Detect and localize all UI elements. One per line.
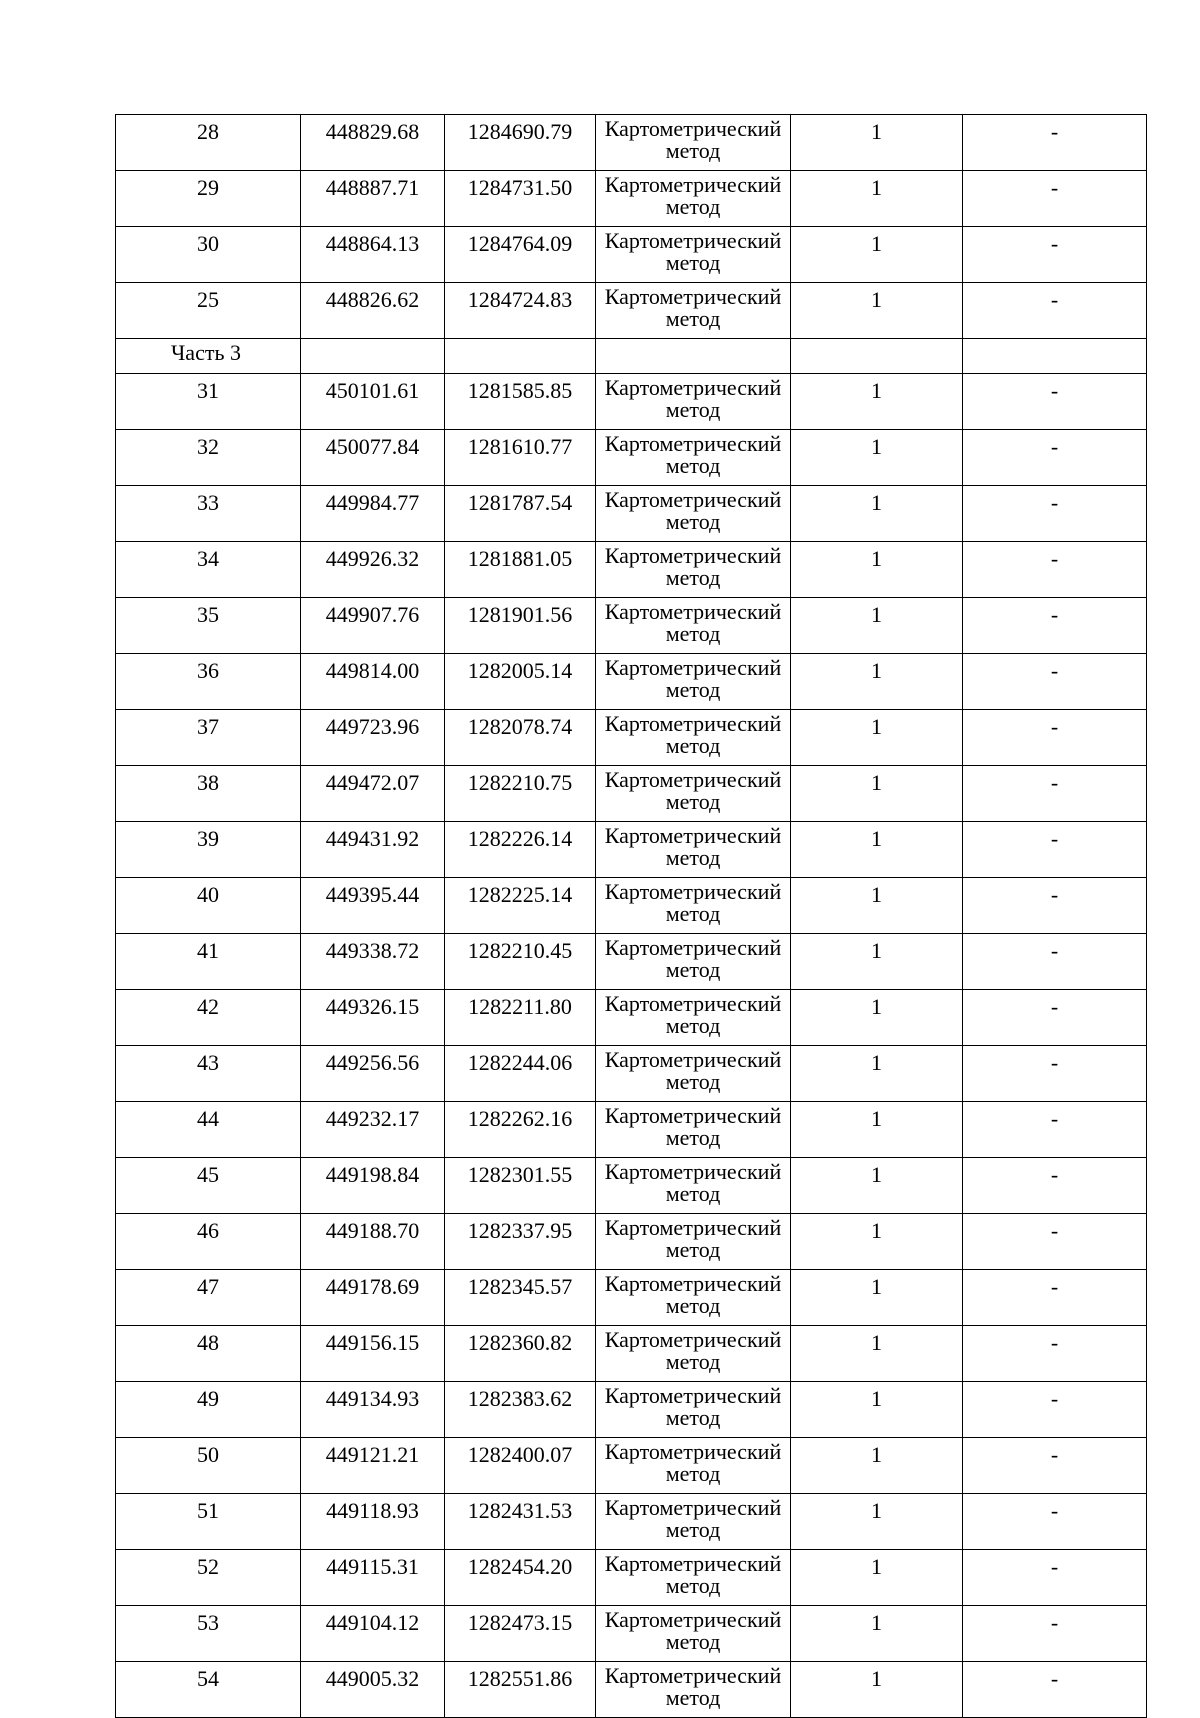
y-coordinate: 1281881.05: [445, 542, 596, 598]
method-name: Картометрический: [604, 1215, 782, 1240]
method-cell: [596, 654, 791, 710]
table-row: [116, 878, 1147, 934]
point-number: 37: [116, 710, 301, 766]
y-coordinate: 1282226.14: [445, 822, 596, 878]
accuracy-value: 1: [791, 1382, 963, 1438]
x-coordinate: 448826.62: [301, 283, 445, 339]
point-number: 43: [116, 1046, 301, 1102]
method-cell: [596, 430, 791, 486]
x-coordinate: 449723.96: [301, 710, 445, 766]
x-coordinate: 449104.12: [301, 1606, 445, 1662]
point-number: 52: [116, 1550, 301, 1606]
method-cell: [596, 171, 791, 227]
method-name: Картометрический: [604, 1383, 782, 1408]
table-row: [116, 934, 1147, 990]
accuracy-value: 1: [791, 654, 963, 710]
method-name: Картометрический: [604, 1495, 782, 1520]
accuracy-value: 1: [791, 1214, 963, 1270]
x-coordinate: 449326.15: [301, 990, 445, 1046]
y-coordinate: 1282210.75: [445, 766, 596, 822]
y-coordinate: 1282225.14: [445, 878, 596, 934]
empty-cell: [301, 339, 445, 374]
note-value: -: [963, 430, 1147, 486]
point-number: 31: [116, 374, 301, 430]
table-row: [116, 1046, 1147, 1102]
y-coordinate: 1281585.85: [445, 374, 596, 430]
accuracy-value: 1: [791, 1326, 963, 1382]
method-name-continuation: метод: [665, 1631, 721, 1653]
method-name-continuation: метод: [665, 308, 721, 330]
x-coordinate: 449814.00: [301, 654, 445, 710]
accuracy-value: 1: [791, 1662, 963, 1718]
empty-cell: [963, 339, 1147, 374]
method-name: Картометрический: [604, 1159, 782, 1184]
method-name-continuation: метод: [665, 511, 721, 533]
table-body: [116, 115, 1147, 1718]
accuracy-value: 1: [791, 283, 963, 339]
table-row: [116, 1102, 1147, 1158]
accuracy-value: 1: [791, 1606, 963, 1662]
y-coordinate: 1284724.83: [445, 283, 596, 339]
x-coordinate: 449907.76: [301, 598, 445, 654]
method-cell: [596, 1662, 791, 1718]
method-name-continuation: метод: [665, 1463, 721, 1485]
note-value: -: [963, 1438, 1147, 1494]
y-coordinate: 1282551.86: [445, 1662, 596, 1718]
method-cell: [596, 1270, 791, 1326]
accuracy-value: 1: [791, 1158, 963, 1214]
empty-cell: [445, 339, 596, 374]
method-name: Картометрический: [604, 1327, 782, 1352]
table-row: [116, 1158, 1147, 1214]
method-name: Картометрический: [604, 1607, 782, 1632]
table-row: [116, 654, 1147, 710]
note-value: -: [963, 990, 1147, 1046]
note-value: -: [963, 878, 1147, 934]
note-value: -: [963, 1326, 1147, 1382]
method-cell: [596, 1326, 791, 1382]
y-coordinate: 1282383.62: [445, 1382, 596, 1438]
method-cell: [596, 486, 791, 542]
x-coordinate: 449395.44: [301, 878, 445, 934]
x-coordinate: 449188.70: [301, 1214, 445, 1270]
x-coordinate: 448864.13: [301, 227, 445, 283]
point-number: 39: [116, 822, 301, 878]
y-coordinate: 1282078.74: [445, 710, 596, 766]
note-value: -: [963, 283, 1147, 339]
method-cell: [596, 822, 791, 878]
method-cell: [596, 878, 791, 934]
method-cell: [596, 115, 791, 171]
table-row: [116, 1662, 1147, 1718]
note-value: -: [963, 654, 1147, 710]
note-value: -: [963, 542, 1147, 598]
point-number: 30: [116, 227, 301, 283]
table-row: [116, 430, 1147, 486]
part-label: Часть 3: [116, 339, 301, 374]
table-row: [116, 598, 1147, 654]
method-cell: [596, 1158, 791, 1214]
point-number: 34: [116, 542, 301, 598]
table-row: [116, 766, 1147, 822]
y-coordinate: 1282005.14: [445, 654, 596, 710]
method-name-continuation: метод: [665, 1015, 721, 1037]
note-value: -: [963, 1158, 1147, 1214]
method-name-continuation: метод: [665, 1575, 721, 1597]
point-number: 48: [116, 1326, 301, 1382]
accuracy-value: 1: [791, 878, 963, 934]
point-number: 50: [116, 1438, 301, 1494]
method-name-continuation: метод: [665, 1407, 721, 1429]
y-coordinate: 1282400.07: [445, 1438, 596, 1494]
accuracy-value: 1: [791, 1494, 963, 1550]
x-coordinate: 449338.72: [301, 934, 445, 990]
note-value: -: [963, 171, 1147, 227]
table-row: [116, 1438, 1147, 1494]
y-coordinate: 1284764.09: [445, 227, 596, 283]
point-number: 28: [116, 115, 301, 171]
method-cell: [596, 1438, 791, 1494]
accuracy-value: 1: [791, 171, 963, 227]
point-number: 38: [116, 766, 301, 822]
accuracy-value: 1: [791, 430, 963, 486]
method-cell: [596, 710, 791, 766]
y-coordinate: 1282262.16: [445, 1102, 596, 1158]
note-value: -: [963, 374, 1147, 430]
method-name-continuation: метод: [665, 959, 721, 981]
accuracy-value: 1: [791, 1046, 963, 1102]
y-coordinate: 1284731.50: [445, 171, 596, 227]
method-cell: [596, 1214, 791, 1270]
method-cell: [596, 374, 791, 430]
accuracy-value: 1: [791, 1438, 963, 1494]
x-coordinate: 448887.71: [301, 171, 445, 227]
method-name: Картометрический: [604, 1271, 782, 1296]
method-name-continuation: метод: [665, 1519, 721, 1541]
method-cell: [596, 1550, 791, 1606]
table-row: [116, 710, 1147, 766]
x-coordinate: 449115.31: [301, 1550, 445, 1606]
x-coordinate: 449198.84: [301, 1158, 445, 1214]
note-value: -: [963, 1550, 1147, 1606]
method-name: Картометрический: [604, 375, 782, 400]
point-number: 32: [116, 430, 301, 486]
method-name-continuation: метод: [665, 623, 721, 645]
coordinates-table: [115, 114, 1147, 1718]
note-value: -: [963, 486, 1147, 542]
method-name-continuation: метод: [665, 567, 721, 589]
accuracy-value: 1: [791, 822, 963, 878]
table-row: [116, 1606, 1147, 1662]
point-number: 51: [116, 1494, 301, 1550]
point-number: 25: [116, 283, 301, 339]
note-value: -: [963, 1662, 1147, 1718]
method-cell: [596, 283, 791, 339]
method-name-continuation: метод: [665, 1687, 721, 1709]
x-coordinate: 449431.92: [301, 822, 445, 878]
x-coordinate: 449178.69: [301, 1270, 445, 1326]
table-row: [116, 171, 1147, 227]
point-number: 49: [116, 1382, 301, 1438]
method-name: Картометрический: [604, 487, 782, 512]
method-cell: [596, 934, 791, 990]
part-header-row: [116, 339, 1147, 374]
note-value: -: [963, 115, 1147, 171]
method-cell: [596, 990, 791, 1046]
accuracy-value: 1: [791, 766, 963, 822]
accuracy-value: 1: [791, 542, 963, 598]
method-name: Картометрический: [604, 935, 782, 960]
method-cell: [596, 1102, 791, 1158]
method-name: Картометрический: [604, 879, 782, 904]
method-name-continuation: метод: [665, 140, 721, 162]
point-number: 47: [116, 1270, 301, 1326]
method-name-continuation: метод: [665, 399, 721, 421]
note-value: -: [963, 1046, 1147, 1102]
table-row: [116, 822, 1147, 878]
table-row: [116, 542, 1147, 598]
accuracy-value: 1: [791, 374, 963, 430]
accuracy-value: 1: [791, 1550, 963, 1606]
method-name: Картометрический: [604, 1551, 782, 1576]
method-name: Картометрический: [604, 543, 782, 568]
table-row: [116, 1214, 1147, 1270]
x-coordinate: 449005.32: [301, 1662, 445, 1718]
table-row: [116, 486, 1147, 542]
note-value: -: [963, 598, 1147, 654]
method-cell: [596, 1046, 791, 1102]
x-coordinate: 449256.56: [301, 1046, 445, 1102]
point-number: 45: [116, 1158, 301, 1214]
accuracy-value: 1: [791, 934, 963, 990]
method-name-continuation: метод: [665, 903, 721, 925]
point-number: 53: [116, 1606, 301, 1662]
table-row: [116, 374, 1147, 430]
note-value: -: [963, 1494, 1147, 1550]
method-name: Картометрический: [604, 1047, 782, 1072]
y-coordinate: 1282337.95: [445, 1214, 596, 1270]
x-coordinate: 449472.07: [301, 766, 445, 822]
x-coordinate: 449232.17: [301, 1102, 445, 1158]
point-number: 41: [116, 934, 301, 990]
method-name-continuation: метод: [665, 847, 721, 869]
note-value: -: [963, 710, 1147, 766]
method-name: Картометрический: [604, 284, 782, 309]
method-name-continuation: метод: [665, 1239, 721, 1261]
y-coordinate: 1282210.45: [445, 934, 596, 990]
note-value: -: [963, 934, 1147, 990]
method-name: Картометрический: [604, 655, 782, 680]
point-number: 44: [116, 1102, 301, 1158]
y-coordinate: 1282454.20: [445, 1550, 596, 1606]
point-number: 40: [116, 878, 301, 934]
accuracy-value: 1: [791, 990, 963, 1046]
method-cell: [596, 227, 791, 283]
accuracy-value: 1: [791, 227, 963, 283]
method-name: Картометрический: [604, 228, 782, 253]
y-coordinate: 1282473.15: [445, 1606, 596, 1662]
table-row: [116, 1382, 1147, 1438]
method-name-continuation: метод: [665, 252, 721, 274]
x-coordinate: 450077.84: [301, 430, 445, 486]
y-coordinate: 1281901.56: [445, 598, 596, 654]
point-number: 42: [116, 990, 301, 1046]
note-value: -: [963, 227, 1147, 283]
y-coordinate: 1282301.55: [445, 1158, 596, 1214]
x-coordinate: 449984.77: [301, 486, 445, 542]
method-name-continuation: метод: [665, 1351, 721, 1373]
y-coordinate: 1282211.80: [445, 990, 596, 1046]
y-coordinate: 1281610.77: [445, 430, 596, 486]
accuracy-value: 1: [791, 486, 963, 542]
method-name: Картометрический: [604, 431, 782, 456]
method-name: Картометрический: [604, 1663, 782, 1688]
method-name-continuation: метод: [665, 679, 721, 701]
accuracy-value: 1: [791, 598, 963, 654]
y-coordinate: 1282345.57: [445, 1270, 596, 1326]
method-name-continuation: метод: [665, 1183, 721, 1205]
note-value: -: [963, 1214, 1147, 1270]
y-coordinate: 1282360.82: [445, 1326, 596, 1382]
note-value: -: [963, 1270, 1147, 1326]
method-cell: [596, 598, 791, 654]
y-coordinate: 1284690.79: [445, 115, 596, 171]
method-name: Картометрический: [604, 823, 782, 848]
table-row: [116, 1326, 1147, 1382]
empty-cell: [596, 339, 791, 374]
method-name: Картометрический: [604, 991, 782, 1016]
table-row: [116, 283, 1147, 339]
y-coordinate: 1282244.06: [445, 1046, 596, 1102]
point-number: 33: [116, 486, 301, 542]
x-coordinate: 449134.93: [301, 1382, 445, 1438]
empty-cell: [791, 339, 963, 374]
method-name-continuation: метод: [665, 196, 721, 218]
accuracy-value: 1: [791, 1270, 963, 1326]
point-number: 46: [116, 1214, 301, 1270]
y-coordinate: 1282431.53: [445, 1494, 596, 1550]
method-cell: [596, 1606, 791, 1662]
note-value: -: [963, 1606, 1147, 1662]
x-coordinate: 448829.68: [301, 115, 445, 171]
table-row: [116, 990, 1147, 1046]
point-number: 54: [116, 1662, 301, 1718]
method-name-continuation: метод: [665, 455, 721, 477]
method-name-continuation: метод: [665, 735, 721, 757]
x-coordinate: 449118.93: [301, 1494, 445, 1550]
method-cell: [596, 1494, 791, 1550]
table-row: [116, 227, 1147, 283]
method-name-continuation: метод: [665, 1295, 721, 1317]
method-name-continuation: метод: [665, 1071, 721, 1093]
method-name-continuation: метод: [665, 1127, 721, 1149]
note-value: -: [963, 766, 1147, 822]
method-name-continuation: метод: [665, 791, 721, 813]
method-name: Картометрический: [604, 116, 782, 141]
accuracy-value: 1: [791, 710, 963, 766]
x-coordinate: 450101.61: [301, 374, 445, 430]
method-cell: [596, 1382, 791, 1438]
method-name: Картометрический: [604, 711, 782, 736]
method-name: Картометрический: [604, 599, 782, 624]
point-number: 35: [116, 598, 301, 654]
accuracy-value: 1: [791, 1102, 963, 1158]
point-number: 36: [116, 654, 301, 710]
table-row: [116, 115, 1147, 171]
note-value: -: [963, 1382, 1147, 1438]
method-name: Картометрический: [604, 767, 782, 792]
accuracy-value: 1: [791, 115, 963, 171]
method-name: Картометрический: [604, 172, 782, 197]
method-cell: [596, 766, 791, 822]
x-coordinate: 449156.15: [301, 1326, 445, 1382]
x-coordinate: 449926.32: [301, 542, 445, 598]
point-number: 29: [116, 171, 301, 227]
table-row: [116, 1270, 1147, 1326]
x-coordinate: 449121.21: [301, 1438, 445, 1494]
note-value: -: [963, 822, 1147, 878]
method-cell: [596, 542, 791, 598]
note-value: -: [963, 1102, 1147, 1158]
method-name: Картометрический: [604, 1439, 782, 1464]
method-name: Картометрический: [604, 1103, 782, 1128]
table-row: [116, 1550, 1147, 1606]
y-coordinate: 1281787.54: [445, 486, 596, 542]
table-row: [116, 1494, 1147, 1550]
